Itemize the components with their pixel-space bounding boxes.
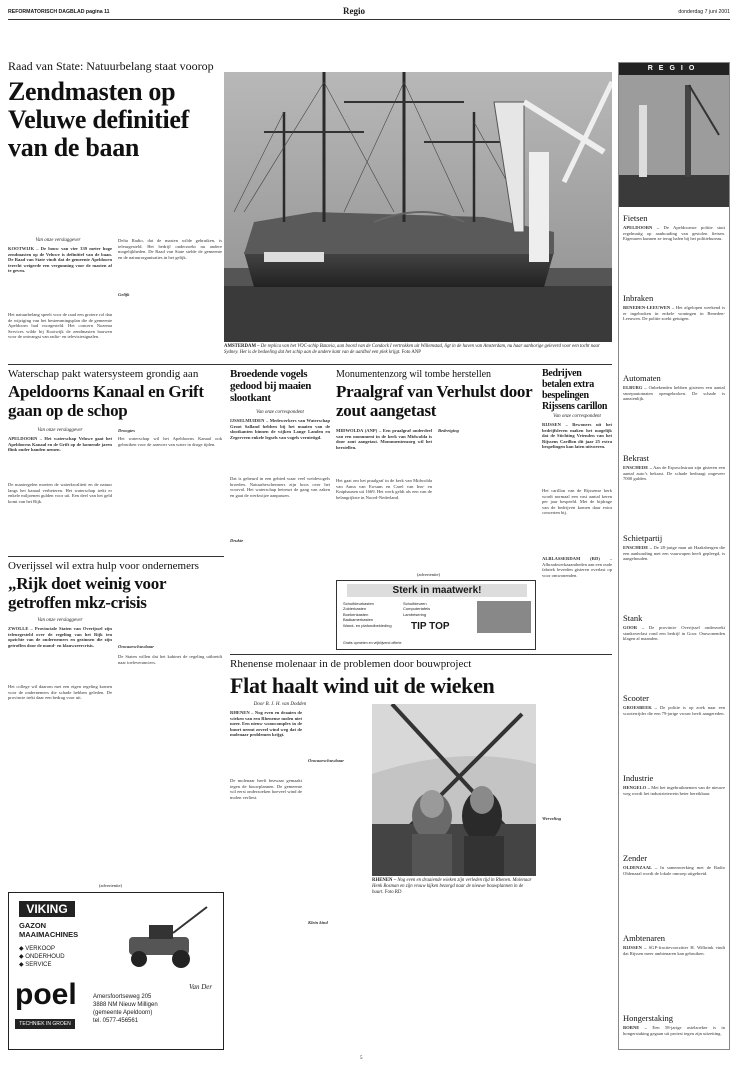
photo-molenaar-credit: Foto RD [384,890,402,895]
viking-bullets [19,945,65,969]
page-folio: 5 [360,1056,363,1061]
sidebar-news-text [623,785,725,796]
sidebar-news-heading: Automaten [623,373,661,383]
molenaar-lead: RHENEN – Nog even en draaien de wieken van een Rhenense molen niet meer. Een nieuw wooncomplex in de buurt neemt zoveel wind weg dat de molenaar problemen krijgt. [230,710,302,738]
kanaal-subhead: Droogtes [118,428,136,433]
photo-batavia-caption [224,344,612,356]
vogels-body: Dat is gebeurd in een gebied waar veel weidevogels broeden. Natuurbeschermers zijn boos over het voorval. Het waterschap betreurt de gang van zaken en gaat de werkwijze aanpassen. [230,476,330,498]
header-section: Regio [343,6,365,16]
poel-tagline: TECHNIEK IN GROEN [15,1019,75,1029]
photo-batavia-caption-text: De replica van het VOC-schip Batavia, aan boord van de Condock I vertrokken uit Willemstad, ligt in de haven van Amsterdam, nu haar aanhorige geleverd voor een tocht naar Sydney. Het is de bedoeling dat het schip aan de andere kant van de aardbol een plek krijgt. [224,344,600,355]
sterk-title: Sterk in maatwerk! [347,584,527,597]
list-item: Badkamerkasten [343,617,374,623]
carillon-headline: Bedrijven betalen extra bespelingen Rijssens carillon [542,368,608,412]
molenaar-headline: Flat haalt wind uit de wieken [230,673,495,698]
sidebar-news-dateline: ENSCHEDE – [623,545,653,550]
sidebar-news-item [623,613,725,642]
top-kicker: Raad van State: Natuurbelang staat voorop [8,59,214,73]
overijssel-lead: ZWOLLE – Provinciale Staten van Overijssel zijn teleurgesteld over de regeling van het Rijk ten opzichte van de ondernemers en gezinnen die zijn getroffen door de mond- en klauwzeercrisis. [8,626,112,648]
sidebar-news-dateline: RIJSSEN – [623,945,647,950]
tower-image [619,75,729,207]
miller-couple-image [372,704,536,876]
sidebar-photo [619,75,729,207]
ad-viking-label: (advertentie) [99,883,122,888]
address-line: Amersfoortseweg 205 [93,994,152,1000]
vogels-subhead: Drukte [230,538,244,543]
photo-molenaar-caption [372,878,536,896]
sidebar-news-item [623,693,725,716]
molenaar-body: De molenaar heeft bezwaar gemaakt tegen de bouwplannen. De gemeente wil eerst onderzoeken hoeveel wind de molen verliest. [230,778,302,800]
carillon-lead: RIJSSEN – Bewoners uit het bedrijfsleven maken het mogelijk dat de Stichting Vrienden van het Rijssens Carillon dit jaar 25 extra bespelingen kan laten uitvoeren. [542,422,612,450]
overijssel-kicker: Overijssel wil extra hulp voor ondernemers [8,560,199,572]
viking-line2: MAAIMACHINES [19,930,79,939]
sidebar-news-item [623,933,725,956]
address-line: (gemeente Apeldoorn) [93,1010,153,1016]
molenaar-byline: Door B. J. H. van Dodden [253,702,307,707]
sidebar-news-item [623,293,725,322]
sidebar-news-body: De provincie Overijssel onderzoekt stankoverlast rond een bedrijf in Goor. Omwonenden klagen al maanden. [623,625,726,642]
top-headline: Zendmasten op Veluwe definitief van de baan [8,77,189,162]
kanaal-byline: Van onze verslaggever [37,428,83,433]
sidebar-news-item [623,213,725,242]
van-der-logo: Van Der [189,983,213,991]
vogels-lead: IJSSELMUIDEN – Medewerkers van Waterschap Groot Salland hebben bij het maaien van de slootkanten binnen de wijken Lange Landen en Zegerveen enkele legsels van vogels vernietigd. [230,418,330,440]
sidebar-news-item [623,373,725,402]
sidebar-news-text [623,305,725,322]
sidebar-news-dateline: OLDENZAAL – [623,865,658,870]
sidebar-news-body: Een 58-jarige asielzoeker is in hongerstaking gegaan uit protest tegen zijn uitzetting. [623,1025,725,1036]
sidebar-news-text [623,385,725,402]
sidebar-news-item [623,533,725,562]
sidebar-news-item [623,453,725,482]
poel-address [93,993,158,1025]
sidebar-news-heading: Zender [623,853,648,863]
list-item: Boekenkasten [343,611,369,617]
sidebar-news-text [623,865,725,876]
list-item: Schuifdeuren [403,601,427,606]
photo-molenaar [372,704,536,876]
poel-logo: poel [15,978,77,1011]
praalgraf-body: Het gaat om het praalgraf in de kerk van Midwolda van Anna van Ewsum en Carel van Inn- en Kniphausen uit 1669. Het werk geldt als een van de belangrijkste in Noord-Nederland. [336,478,432,500]
molenaar-kicker: Rhenense molenaar in de problemen door bouwproject [230,658,472,670]
header-paper-name: REFORMATORISCH DAGBLAD pagina 11 [8,9,110,15]
sidebar-news-text [623,465,725,482]
carillon-extra-lead: ALBLASSERDAM (RD) – [542,556,612,561]
sidebar-news-heading: Hongerstaking [623,1013,674,1023]
sidebar-news-heading: Scooter [623,693,649,703]
carillon-byline: Van onze correspondent [553,414,601,419]
sidebar-news-body: SGP-fractievoorzitter H. Wilbrink vindt dat Rijssen meer ambtenaren kan gebruiken. [623,945,726,956]
list-item: Wand- en plafondbekleding [343,622,392,628]
ad-viking [8,883,224,1050]
ad-sterk-label: (advertentie) [417,572,440,577]
sidebar-news-body: In samenwerking met de Radio Oldenzaal wordt de lokale omroep uitgebreid. [623,865,726,876]
ship-harbour-image [224,72,612,342]
sidebar-news-dateline: GROESBEEK – [623,705,658,710]
sidebar-news-body: De politie is op zoek naar een scooterrijder die een 79-jarige vrouw heeft aangereden. [623,705,726,716]
sterk-list-2 [403,601,430,617]
overijssel-body: Het college wil daarom met een eigen regeling komen voor de ondernemers die schade hebben geleden. De provincie trekt daar een bedrag voor uit. [8,684,112,701]
sidebar-news-item [623,1013,725,1036]
address-phone: tel. 0577-456561 [93,1018,139,1024]
list-item: Lambrisering [403,611,427,617]
address-line: 3888 NM Nieuw Milligen [93,1002,158,1008]
viking-line1: GAZON [19,921,47,930]
sidebar-news-heading: Inbraken [623,293,654,303]
header-date: donderdag 7 juni 2001 [678,9,730,15]
kanaal-body-col2: Het waterschap wil het Apeldoorns Kanaal ook gebruiken voor de aanvoer van water in droge tijden. [118,436,222,447]
sidebar-news-item [623,773,725,796]
kanaal-headline: Apeldoorns Kanaal en Grift gaan op de schop [8,382,204,420]
list-item: Zolderkasten [343,606,367,612]
divider [8,364,612,365]
sidebar-news-dateline: ENSCHEDE – [623,465,652,470]
top-lead: KOOTWIJK – De bouw van vier 339 meter hoge zendmasten op de Veluwe is definitief van de baan. De Raad van State vindt dat de gemeente Apeldoorn terecht weigerde een vergunning voor de masten af te geven. [8,246,112,274]
sidebar-news-dateline: GOOR – [623,625,645,630]
overijssel-byline: Van onze verslaggever [37,618,83,623]
sidebar-news-dateline: BORNE – [623,1025,648,1030]
photo-batavia-caption-lead: AMSTERDAM – [224,344,260,349]
praalgraf-subhead: Bedreiging [438,428,459,433]
article-carillon [542,368,612,650]
sidebar-news-text [623,705,725,716]
photo-molenaar-caption-lead: RHENEN – [372,878,397,883]
sterk-list-1 [343,601,392,628]
article-overijssel [8,560,224,808]
sidebar-news-heading: Schietpartij [623,533,663,543]
bullet-item: ◆ ONDERHOUD [19,954,65,960]
photo-batavia [224,72,612,342]
article-praalgraf [336,368,536,578]
kanaal-body: De maatregelen moeten de waterkwaliteit en de natuur langs het kanaal verbeteren. Het waterschap trekt er enkele miljoenen gulden voor uit. Een deel van het geld komt van het Rijk. [8,482,112,504]
sidebar-news-body: De 28-jarige man uit Haaksbergen die een aanhouding met een vuurwapen heeft gepleegd, is aangehouden. [623,545,725,562]
sidebar-news-body: Onbekenden hebben gisteren een aantal snoepautomaten opengebroken. De schade is aanzienlijk. [623,385,725,402]
kanaal-kicker: Waterschap pakt watersysteem grondig aan [8,368,199,380]
bullet-text: VERKOOP [25,946,55,952]
sidebar-news-heading: Bekrast [623,453,649,463]
sidebar-news-text [623,545,725,562]
sidebar-news-heading: Fietsen [623,213,648,223]
ad-sterk [336,572,536,650]
sidebar-news-item [623,853,725,876]
molenaar-right-subhead: Werveling [542,816,562,821]
sidebar-news-dateline: APELDOORN – [623,225,660,230]
praalgraf-headline: Praalgraf van Verhulst door zout aangetast [336,382,533,420]
sidebar-regio [618,62,730,1050]
sidebar-news-body: Met het ingebruiknemen van de nieuwe weg wordt het industrieterrein beter bereikbaar. [623,785,725,796]
sidebar-news-heading: Stank [623,613,643,623]
furniture-photo [477,601,531,633]
sidebar-news-body: Het afgelopen weekend is er ingebroken in enkele woningen in Beneden-Leeuwen. De politie zoekt getuigen. [623,305,725,322]
photo-molenaar-caption-text: Nog even en draaiende wieken zijn verleden tijd in Rhenen. Molenaar Henk Bosman en zijn vrouw kijken bezorgd naar de nieuwe bouwplannen in de buurt. [372,878,532,895]
bullet-text: SERVICE [25,962,52,968]
tiptop-logo: TIP TOP [411,621,450,632]
top-body-col2: Delta Radio, dat de masten wilde gebruiken, is teleurgesteld. Het bedrijf onderzoekt nu andere mogelijkheden. De Raad van State stelde de gemeente en de natuurorganisaties in het gelijk. [118,238,222,260]
lawnmower-icon [119,903,215,975]
divider [230,654,612,655]
sidebar-news-heading: Ambtenaren [623,933,666,943]
kanaal-lead: APELDOORN – Het waterschap Veluwe gaat het Apeldoorns Kanaal en de Grift op de komende jaren flink onder handen nemen. [8,436,112,453]
sidebar-news-text [623,625,725,642]
article-kanaal [8,368,224,554]
sidebar-news-dateline: HENGELO – [623,785,650,790]
top-body: Het natuurbelang speelt voor de raad een grotere rol dan de wijziging van het bestemmingsplan die de gemeente Apeldoorn had voorgesteld. Het concern Nozema Services wilde bij Kootwijk de zendmasten bouwen voor de ontvangst van radio- en televisiesignalen. [8,312,112,340]
praalgraf-kicker: Monumentenzorg wil tombe herstellen [336,369,492,380]
molenaar-subhead: Onwaarschuwbaar [308,758,344,763]
overijssel-headline: „Rijk doet weinig voor getroffen mkz-crisis [8,574,166,612]
sidebar-news-dateline: BENEDEN-LEEUWEN – [623,305,675,310]
sidebar-news-body: De Apeldoornse politie stuit regelmatig op aanhouding van gestolen fietsen. Eigenaren kunnen ze terug halen bij het politiebureau. [623,225,725,242]
list-item: Schuifdeurkasten [343,601,374,606]
bullet-item: ◆ SERVICE [19,962,52,968]
overijssel-body-col2: De Staten willen dat het kabinet de regeling uitbreidt naar toeleveranciers. [118,654,222,665]
divider [8,556,224,557]
sidebar-news-text [623,1025,725,1036]
sidebar-news-text [623,225,725,242]
overijssel-subhead: Onwaarschuwbaar [118,644,154,649]
praalgraf-lead: MIDWOLDA (ANP) – Een praalgraf onderdeel van een monument in de kerk van Midwolda is door zout aangetast. Monumentenzorg wil het herstellen. [336,428,432,450]
bullet-text: ONDERHOUD [25,954,65,960]
vogels-headline: Broedende vogels gedood bij maaien slootkant [230,368,312,404]
sidebar-title: REGIO [619,63,729,75]
top-subhead: Gelijk [118,292,130,297]
sterk-footer: Gratis opmeten en vrijblijvend offerte [343,641,402,645]
carillon-extra [542,556,612,578]
top-byline: Van onze verslaggever [35,238,81,243]
list-item: Computertafels [403,606,431,612]
carillon-extra-text: Afbraakwerkzaamheden aan een oude fabriek leverden gisteren overlast op voor omwonenden. [542,561,613,578]
molenaar-subhead-2: Klein kind [308,920,328,925]
sidebar-news-heading: Industrie [623,773,654,783]
vogels-byline: Van onze correspondent [256,410,304,415]
sidebar-news-text [623,945,725,956]
page-header [8,6,730,20]
viking-logo: VIKING [19,901,75,917]
bullet-item: ◆ VERKOOP [19,946,55,952]
carillon-body: Het carillon van de Rijssense kerk wordt normaal een vast aantal keren per jaar bespeeld. Met de bijdrage van de bedrijven komen daar extra concerten bij. [542,488,612,516]
sidebar-news-body: Aan de Esposchstraat zijn gisteren een aantal auto’s bekrast. De schade bedraagt ongeveer 7000 gulden. [623,465,726,482]
sidebar-news-dateline: ELBURG – [623,385,647,390]
photo-batavia-credit: Foto ANP [401,350,421,355]
article-vogels [230,368,330,650]
